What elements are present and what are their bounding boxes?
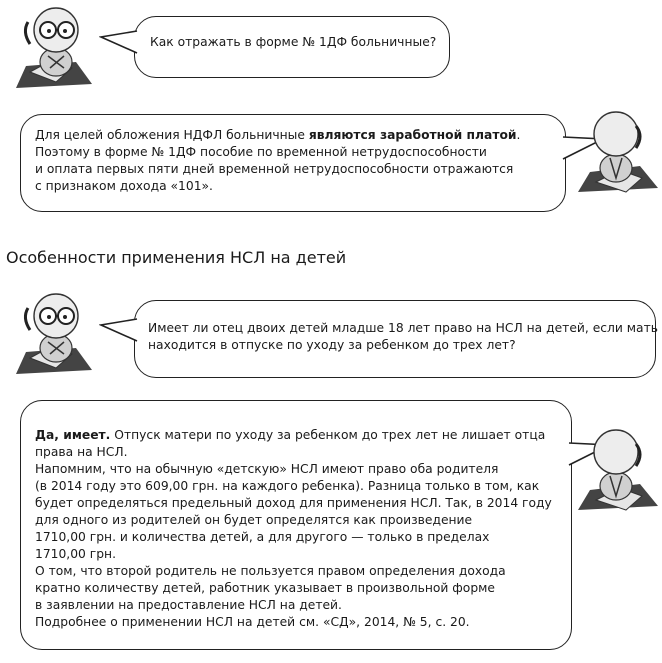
- answer-2-line-8: 1710,00 грн.: [35, 547, 116, 561]
- answer-2-line-9: О том, что второй родитель не пользуется правом определения дохода: [35, 564, 506, 578]
- answer-1-line-2: Поэтому в форме № 1ДФ пособие по временной нетрудоспособности: [35, 145, 487, 159]
- answer-2-line-7: 1710,00 грн. и количества детей, а для другого — только в пределах: [35, 530, 490, 544]
- answer-bubble-2: [20, 400, 572, 650]
- answer-1-line-3: и оплата первых пяти дней временной нетрудоспособности отражаются: [35, 162, 514, 176]
- question-bubble-2: [134, 300, 659, 378]
- question-text-1: Как отражать в форме № 1ДФ больничные?: [150, 35, 437, 49]
- questioner-avatar: [12, 288, 96, 378]
- answer-2-line-4: (в 2014 году это 609,00 грн. на каждого ребенка). Разница только в том, как: [35, 479, 540, 493]
- answer-2-line-11: в заявлении на предоставление НСЛ на детей.: [35, 598, 342, 612]
- answer-2-line-3: Напомним, что на обычную «детскую» НСЛ имеют право оба родителя: [35, 462, 499, 476]
- answer-2-line-1: Да, имеет. Отпуск матери по уходу за ребенком до трех лет не лишает отца: [35, 428, 546, 442]
- question-2-line-2: находится в отпуске по уходу за ребенком до трех лет?: [148, 338, 516, 352]
- bubble-tail: [99, 29, 139, 57]
- answer-2-line-10: кратно количеству детей, работник указывает в произвольной форме: [35, 581, 495, 595]
- answer-2-line-2: права на НСЛ.: [35, 445, 128, 459]
- question-2-line-1: Имеет ли отец двоих детей младше 18 лет право на НСЛ на детей, если мать: [148, 321, 659, 335]
- answer-bubble-1: [20, 114, 566, 212]
- answerer-avatar: [576, 426, 660, 516]
- bubble-tail: [99, 317, 139, 345]
- answerer-avatar: [576, 108, 660, 198]
- answer-2-line-5: будет определяться предельный доход для применения НСЛ. Так, в 2014 году: [35, 496, 552, 510]
- answer-1-line-4: с признаком дохода «101».: [35, 179, 213, 193]
- section-heading: Особенности применения НСЛ на детей: [6, 248, 347, 267]
- answer-1-line-1: Для целей обложения НДФЛ больничные являются заработной платой.: [35, 128, 521, 142]
- answer-2-line-6: для одного из родителей он будет определятся как произведение: [35, 513, 473, 527]
- question-bubble-1: [134, 16, 450, 78]
- answer-2-line-12: Подробнее о применении НСЛ на детей см. «СД», 2014, № 5, с. 20.: [35, 615, 470, 629]
- questioner-avatar: [12, 2, 96, 92]
